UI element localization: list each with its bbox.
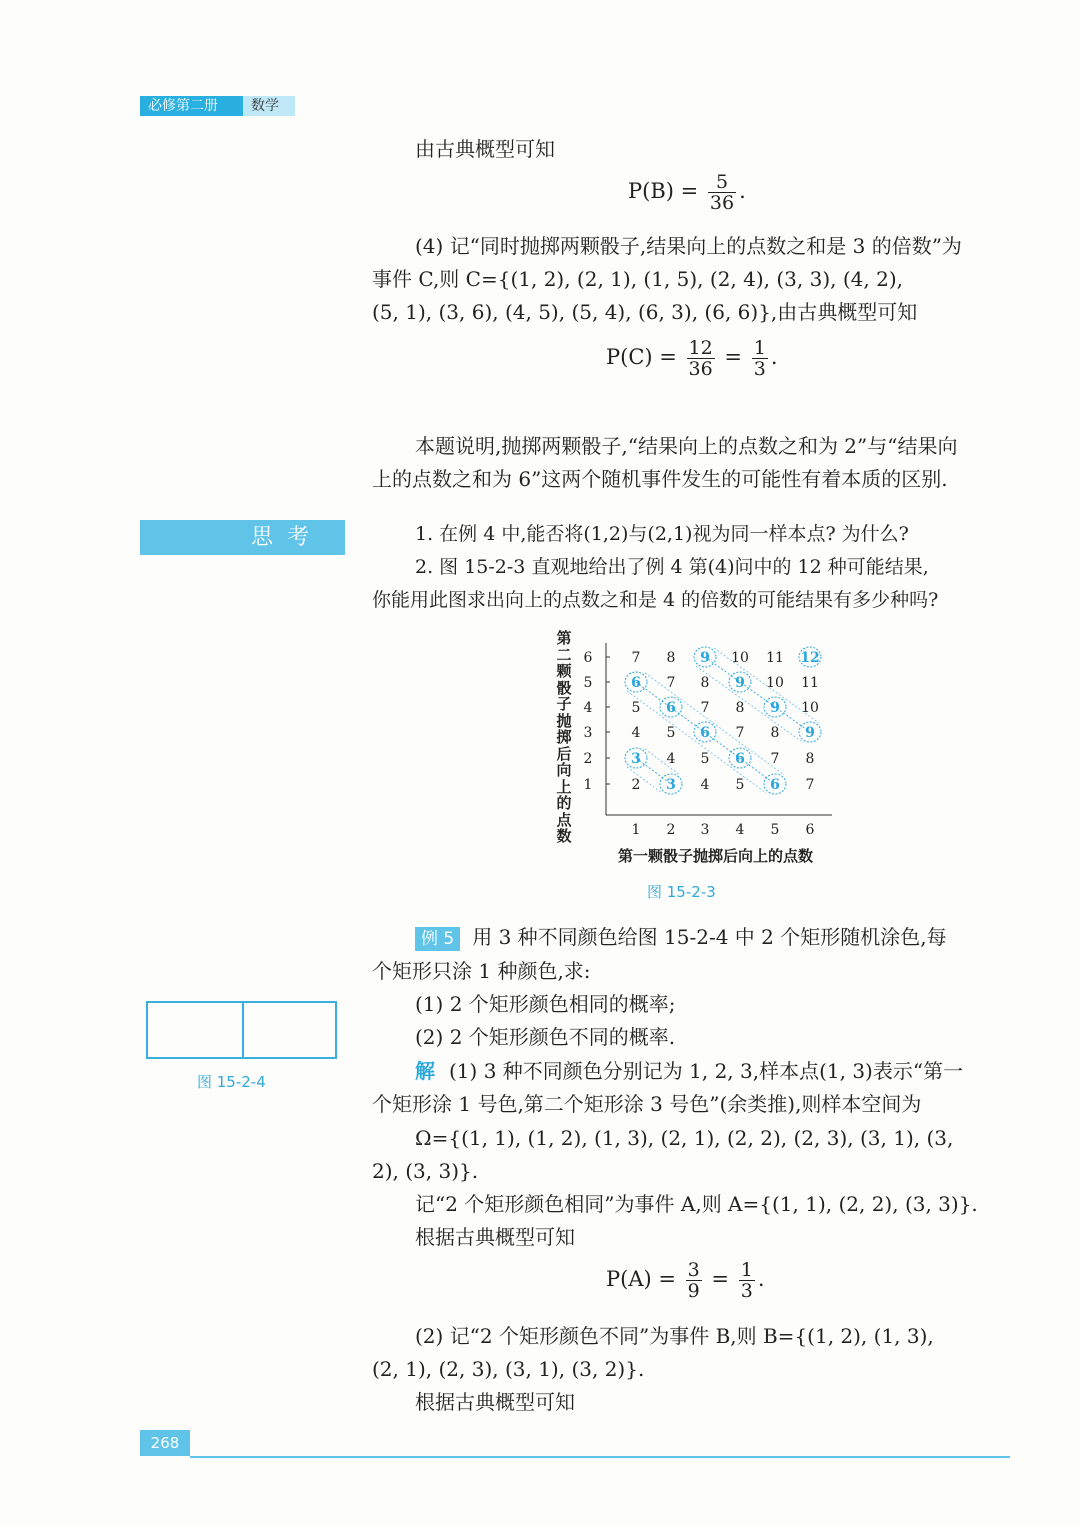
sum-value: 12: [800, 650, 820, 666]
y-tick-label: 3: [583, 725, 593, 741]
sum-value: 9: [735, 675, 745, 691]
chart-x-axis-label: 第一颗骰子抛掷后向上的点数: [618, 847, 814, 865]
numerator: 1: [740, 1259, 753, 1281]
denominator: 3: [740, 1280, 753, 1302]
sum-value: 4: [700, 777, 710, 793]
sum-value: 9: [770, 700, 780, 716]
denominator: 9: [687, 1280, 700, 1302]
think-question: 你能用此图求出向上的点数之和是 4 的倍数的可能结果有多少种吗?: [372, 589, 939, 611]
solution-text: (2, 1), (2, 3), (3, 1), (3, 2)}.: [372, 1357, 645, 1381]
y-tick-label: 2: [583, 751, 593, 767]
numerator: 3: [687, 1259, 700, 1281]
sum-value: 10: [731, 650, 749, 666]
sum-value: 6: [735, 751, 745, 767]
fraction: [708, 172, 736, 213]
think-question: 2. 图 15-2-3 直观地给出了例 4 第(4)问中的 12 种可能结果,: [415, 556, 929, 578]
sum-value: 5: [631, 700, 641, 716]
example-line: [415, 921, 947, 954]
sum-value: 8: [805, 751, 815, 767]
figure-caption: 图 15-2-3: [647, 883, 716, 901]
example-question: (1) 2 个矩形颜色相同的概率;: [415, 992, 676, 1016]
solution-text: 记“2 个矩形颜色相同”为事件 A,则 A={(1, 1), (2, 2), (3, 3)}.: [415, 1192, 978, 1216]
highlight-band-edge: [696, 666, 801, 741]
formula-tail: .: [739, 179, 746, 203]
figure-caption: 图 15-2-4: [197, 1073, 266, 1091]
sum-value: 5: [700, 751, 710, 767]
paragraph-line: 本题说明,抛掷两颗骰子,“结果向上的点数之和为 2”与“结果向: [415, 434, 958, 458]
sum-value: 9: [700, 650, 710, 666]
sum-value: 4: [666, 751, 676, 767]
equals-sign: =: [711, 1267, 730, 1291]
sum-value: 3: [631, 751, 641, 767]
example-question: (2) 2 个矩形颜色不同的概率.: [415, 1025, 676, 1049]
sum-value: 10: [801, 700, 819, 716]
subject-label: 数学: [243, 96, 295, 116]
sum-value: 7: [770, 751, 780, 767]
sum-value: 11: [801, 675, 819, 691]
x-tick-label: 3: [700, 822, 710, 838]
formula-pb: [628, 172, 746, 213]
solution-line: [415, 1055, 963, 1088]
y-tick-label: 4: [583, 700, 593, 716]
think-heading: 思考: [140, 520, 345, 555]
formula-tail: .: [757, 1267, 765, 1291]
sum-value: 3: [666, 777, 676, 793]
sum-value: 11: [766, 650, 784, 666]
sum-value: 7: [631, 650, 641, 666]
sum-value: 8: [770, 725, 780, 741]
footer-rule: [190, 1456, 1010, 1458]
think-question: 1. 在例 4 中,能否将(1,2)与(2,1)视为同一样本点? 为什么?: [415, 523, 909, 545]
formula-lhs: P(C) =: [606, 345, 677, 369]
sum-value: 9: [805, 725, 815, 741]
solution-text: (1) 3 种不同颜色分别记为 1, 2, 3,样本点(1, 3)表示“第一: [449, 1059, 964, 1083]
dice-sum-chart: [570, 635, 850, 845]
sum-value: 10: [766, 675, 784, 691]
page-number: 268: [140, 1430, 190, 1456]
highlight-band-line: [705, 657, 810, 732]
formula-pa: [606, 1260, 765, 1301]
paragraph-line: (5, 1), (3, 6), (4, 5), (5, 4), (6, 3), (6, 6)},由古典概型可知: [372, 300, 918, 324]
sum-value: 2: [631, 777, 641, 793]
x-tick-label: 6: [805, 822, 815, 838]
paragraph-line: (4) 记“同时抛掷两颗骰子,结果向上的点数之和是 3 的倍数”为: [415, 234, 962, 258]
book-title: 必修第二册: [140, 96, 243, 116]
denominator: 36: [688, 358, 713, 380]
y-tick-label: 5: [583, 675, 593, 691]
paragraph-line: 由古典概型可知: [415, 137, 555, 161]
x-tick-label: 1: [631, 822, 641, 838]
fraction: [687, 338, 715, 379]
sum-value: 6: [700, 725, 710, 741]
sum-value: 5: [735, 777, 745, 793]
example-badge: 例 5: [415, 927, 460, 951]
solution-text: 2), (3, 3)}.: [372, 1159, 479, 1183]
numerator: 1: [753, 337, 766, 359]
numerator: 12: [688, 337, 713, 359]
numerator: 5: [708, 172, 736, 193]
formula-lhs: P(A) =: [606, 1267, 676, 1291]
sum-value: 6: [770, 777, 780, 793]
formula-pc: [606, 338, 778, 379]
fraction: [739, 1260, 755, 1301]
y-tick-label: 1: [583, 777, 593, 793]
denominator: 3: [753, 358, 766, 380]
fraction: [686, 1260, 702, 1301]
chart-y-axis-label: 第二颗骰子抛掷后向上的点数: [556, 629, 572, 845]
sum-value: 6: [631, 675, 641, 691]
solution-text: 个矩形涂 1 号色,第二个矩形涂 3 号色”(余类推),则样本空间为: [372, 1092, 922, 1116]
rectangle-divider: [242, 1003, 244, 1057]
solution-text: Ω={(1, 1), (1, 2), (1, 3), (2, 1), (2, 2), (2, 3), (3, 1), (3,: [415, 1126, 954, 1150]
solution-text: 根据古典概型可知: [415, 1225, 575, 1249]
header-tag: [140, 96, 295, 116]
solution-text: 根据古典概型可知: [415, 1390, 575, 1414]
formula-lhs: P(B) =: [628, 179, 699, 203]
equals-sign: =: [724, 345, 743, 369]
example-text: 个矩形只涂 1 种颜色,求:: [372, 959, 591, 983]
fraction: [752, 338, 768, 379]
denominator: 36: [709, 192, 735, 214]
sum-value: 7: [700, 700, 710, 716]
sum-value: 7: [735, 725, 745, 741]
x-tick-label: 5: [770, 822, 780, 838]
x-tick-label: 2: [666, 822, 676, 838]
sum-value: 7: [805, 777, 815, 793]
sum-value: 6: [666, 700, 676, 716]
two-rectangles-figure: [146, 1001, 337, 1059]
paragraph-line: 事件 C,则 C={(1, 2), (2, 1), (1, 5), (2, 4), (3, 3), (4, 2),: [372, 267, 903, 291]
sum-value: 8: [735, 700, 745, 716]
x-tick-label: 4: [735, 822, 745, 838]
y-tick-label: 6: [583, 650, 593, 666]
example-text: 用 3 种不同颜色给图 15-2-4 中 2 个矩形随机涂色,每: [472, 925, 947, 949]
formula-tail: .: [770, 345, 778, 369]
sum-value: 8: [666, 650, 676, 666]
sum-value: 7: [666, 675, 676, 691]
sum-value: 8: [700, 675, 710, 691]
sum-value: 5: [666, 725, 676, 741]
sum-value: 4: [631, 725, 641, 741]
solution-label: 解: [415, 1059, 435, 1083]
highlight-band-edge: [627, 691, 766, 793]
paragraph-line: 上的点数之和为 6”这两个随机事件发生的可能性有着本质的区别.: [372, 467, 948, 491]
solution-text: (2) 记“2 个矩形颜色不同”为事件 B,则 B={(1, 2), (1, 3),: [415, 1324, 934, 1348]
